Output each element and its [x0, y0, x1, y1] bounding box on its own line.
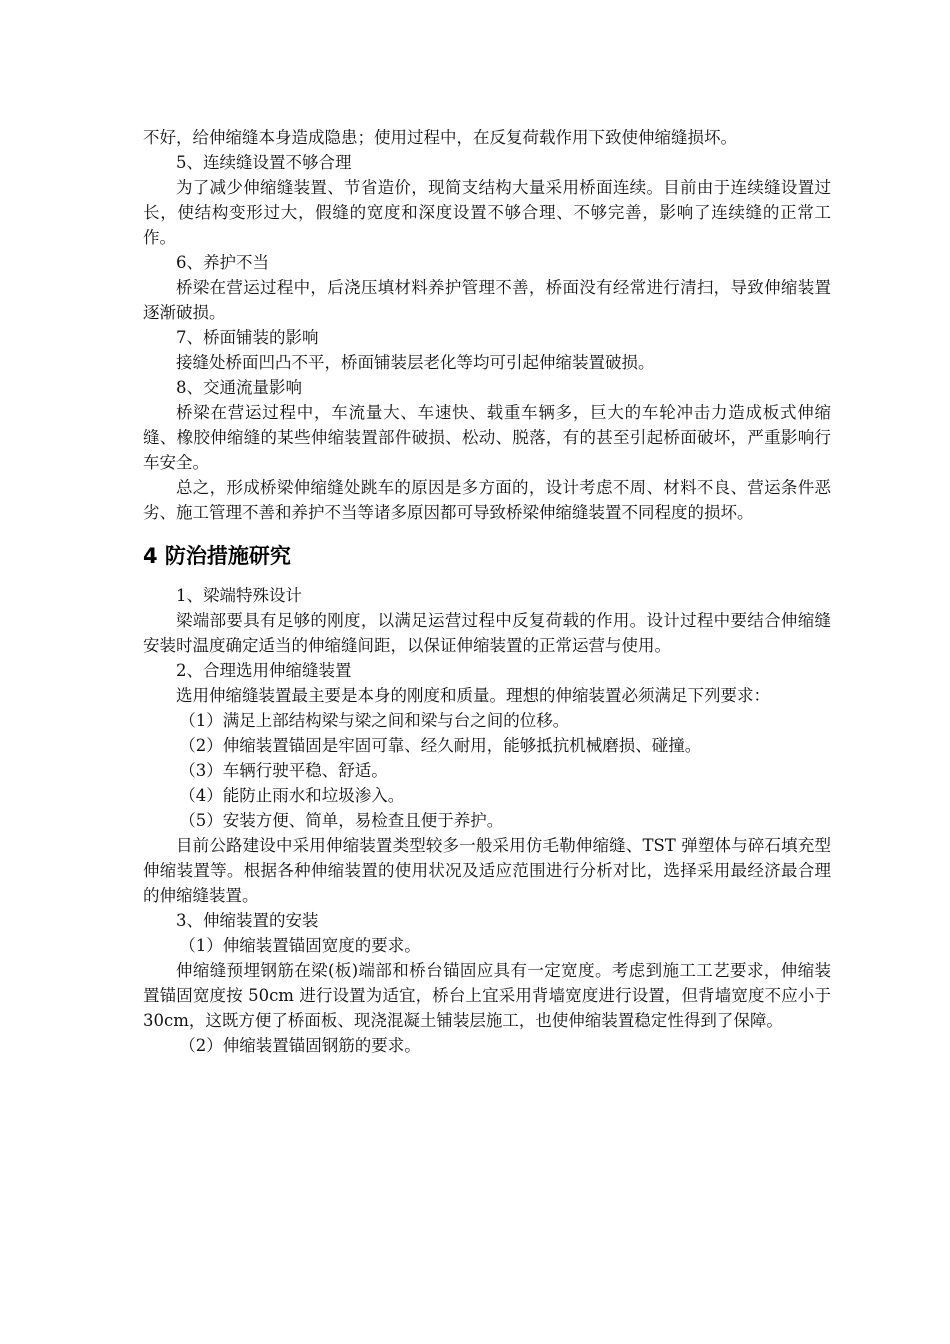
requirement-item: （1）满足上部结构梁与梁之间和梁与台之间的位移。 — [179, 711, 570, 730]
paragraph: 目前公路建设中采用伸缩装置类型较多一般采用仿毛勒伸缩缝、TST 弹塑体与碎石填充型伸缩装置等。根据各种伸缩装置的使用状况及适应范围进行分析对比，选择采用最经济最合理的伸缩缝装置。 — [143, 836, 831, 905]
list-item-heading: 7、桥面铺装的影响 — [176, 328, 319, 347]
document-body — [143, 125, 831, 1058]
requirement-item: （3）车辆行驶平稳、舒适。 — [179, 761, 388, 780]
requirement-item: （2）伸缩装置锚固是牢固可靠、经久耐用，能够抵抗机械磨损、碰撞。 — [179, 736, 702, 755]
paragraph: 桥梁在营运过程中，车流量大、车速快、载重车辆多，巨大的车轮冲击力造成板式伸缩缝、橡胶伸缩缝的某些伸缩装置部件破损、松动、脱落，有的甚至引起桥面破坏，严重影响行车安全。 — [143, 403, 831, 472]
paragraph-summary: 总之，形成桥梁伸缩缝处跳车的原因是多方面的，设计考虑不周、材料不良、营运条件恶劣、施工管理不善和养护不当等诸多原因都可导致桥梁伸缩缝装置不同程度的损坏。 — [143, 478, 831, 522]
paragraph: 伸缩缝预埋钢筋在梁(板)端部和桥台锚固应具有一定宽度。考虑到施工工艺要求，伸缩装置锚固宽度按 50cm 进行设置为适宜，桥台上宜采用背墙宽度进行设置，但背墙宽度不应小于 30cm，这既方便了桥面板、现浇混凝土铺装层施工，也使伸缩装置稳定性得到了保障。 — [143, 961, 831, 1030]
paragraph: 接缝处桥面凹凸不平，桥面铺装层老化等均可引起伸缩装置破损。 — [176, 353, 655, 372]
list-item-heading: 8、交通流量影响 — [176, 378, 302, 397]
requirement-item: （4）能防止雨水和垃圾渗入。 — [179, 786, 405, 805]
section-heading: 4 防治措施研究 — [143, 544, 291, 568]
requirement-item: （5）安装方便、简单，易检查且便于养护。 — [179, 811, 504, 830]
requirement-item: （2）伸缩装置锚固钢筋的要求。 — [179, 1036, 421, 1055]
list-item-heading: 5、连续缝设置不够合理 — [176, 153, 352, 172]
list-item-heading: 3、伸缩装置的安装 — [176, 911, 319, 930]
list-item-heading: 1、梁端特殊设计 — [176, 586, 302, 605]
list-item-heading: 2、合理选用伸缩缝装置 — [176, 661, 352, 680]
requirement-item: （1）伸缩装置锚固宽度的要求。 — [179, 936, 421, 955]
paragraph: 为了减少伸缩缝装置、节省造价，现简支结构大量采用桥面连续。目前由于连续缝设置过长，使结构变形过大，假缝的宽度和深度设置不够合理、不够完善，影响了连续缝的正常工作。 — [143, 178, 831, 247]
paragraph: 梁端部要具有足够的刚度，以满足运营过程中反复荷载的作用。设计过程中要结合伸缩缝安装时温度确定适当的伸缩缝间距，以保证伸缩装置的正常运营与使用。 — [143, 611, 831, 655]
paragraph: 选用伸缩缝装置最主要是本身的刚度和质量。理想的伸缩装置必须满足下列要求： — [176, 686, 770, 705]
paragraph: 桥梁在营运过程中，后浇压填材料养护管理不善，桥面没有经常进行清扫，导致伸缩装置逐渐破损。 — [143, 278, 831, 322]
paragraph-continued: 不好，给伸缩缝本身造成隐患；使用过程中，在反复荷载作用下致使伸缩缝损坏。 — [143, 128, 737, 147]
list-item-heading: 6、养护不当 — [176, 253, 269, 272]
